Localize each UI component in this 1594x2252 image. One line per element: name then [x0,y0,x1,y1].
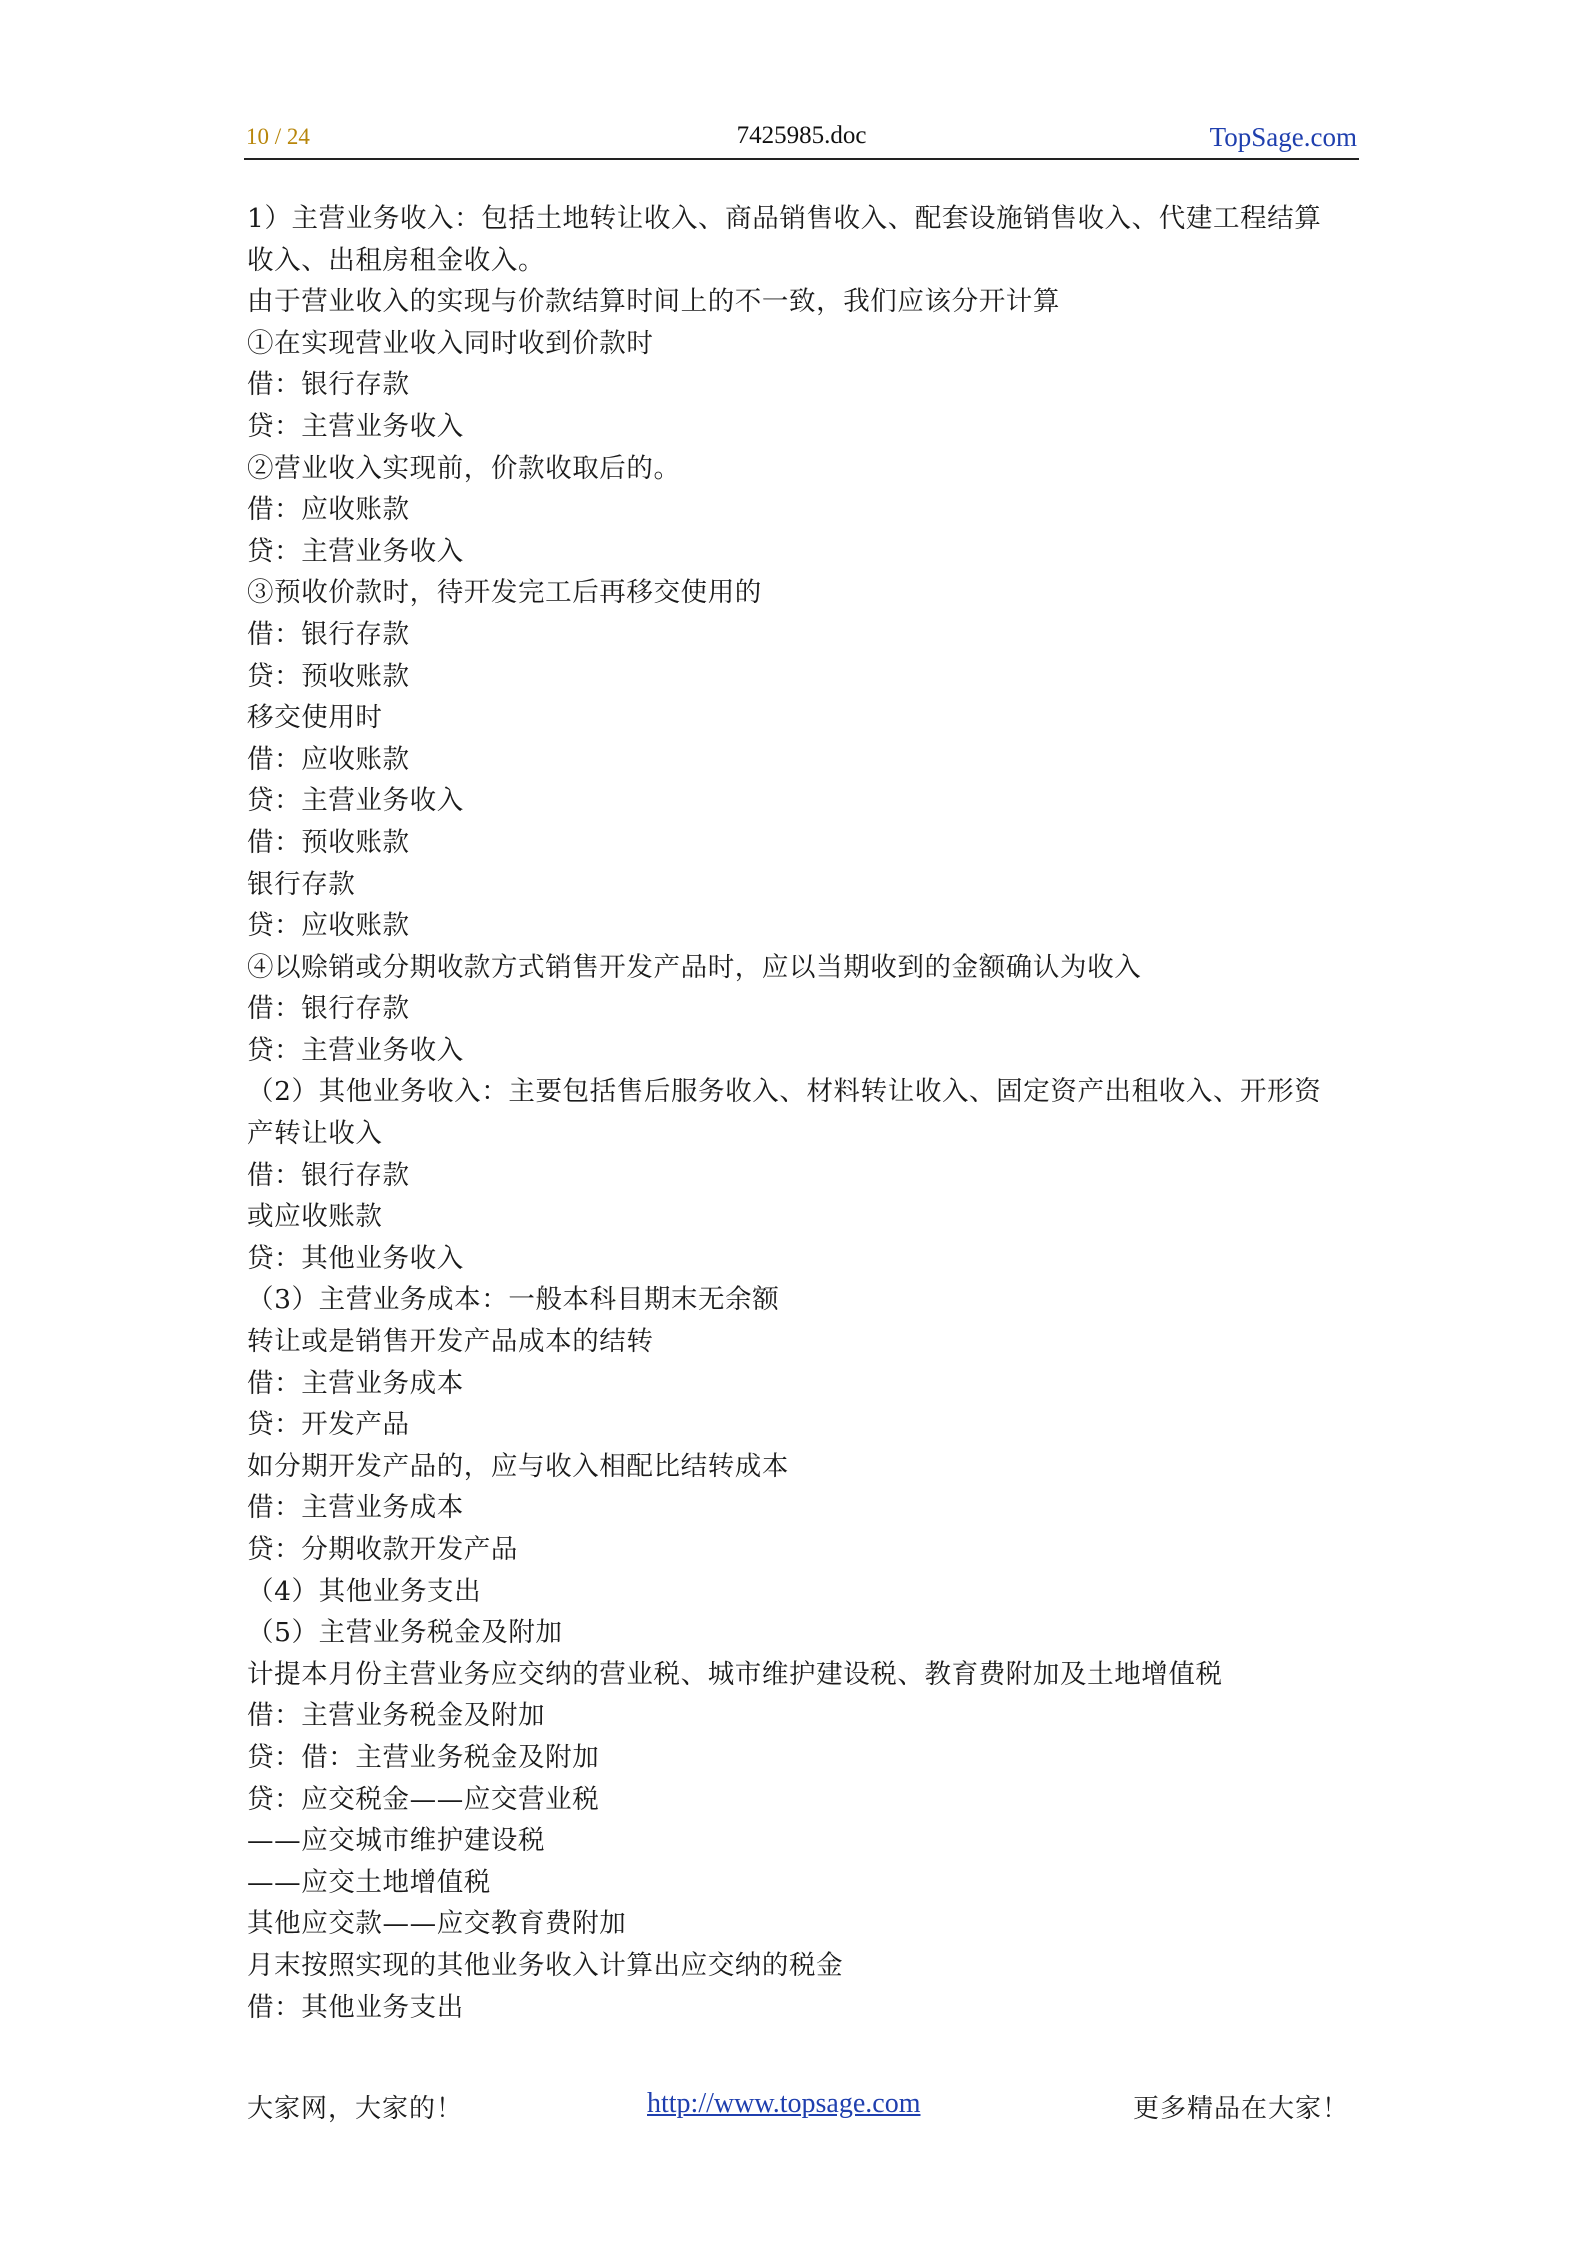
footer-website-link[interactable]: http://www.topsage.com [647,2088,921,2119]
text-line: 或应收账款 [247,1201,383,1233]
text-line: 1）主营业务收入：包括土地转让收入、商品销售收入、配套设施销售收入、代建工程结算 [247,203,1322,234]
text-line: 月末按照实现的其他业务收入计算出应交纳的税金 [247,1949,844,1981]
text-line: 借：应收账款 [247,494,410,526]
text-line: 借：银行存款 [247,1159,410,1191]
text-line: 贷：主营业务收入 [247,410,464,442]
text-line: ①在实现营业收入同时收到价款时 [247,327,654,359]
text-line: 借：主营业务税金及附加 [247,1700,546,1732]
text-line: 贷：预收账款 [247,660,410,692]
text-line: ③预收价款时，待开发完工后再移交使用的 [247,577,762,609]
text-line: ——应交城市维护建设税 [247,1825,546,1857]
text-line: 借：主营业务成本 [247,1367,464,1399]
text-line: 产转让收入 [247,1118,383,1150]
page-footer [247,2088,1357,2128]
text-line: 借：预收账款 [247,826,410,858]
text-line: 借：银行存款 [247,618,410,650]
document-filename: 7425985.doc [736,122,867,149]
text-line: 移交使用时 [247,702,383,734]
text-line: ②营业收入实现前，价款收取后的。 [247,452,681,484]
text-line: 借：其他业务支出 [247,1991,464,2023]
text-line: 贷：其他业务收入 [247,1242,464,1274]
text-line: ④以赊销或分期收款方式销售开发产品时，应以当期收到的金额确认为收入 [247,951,1142,983]
header-site-name: TopSage.com [1209,122,1357,152]
text-line: 贷：应收账款 [247,910,410,942]
text-line: 计提本月份主营业务应交纳的营业税、城市维护建设税、教育费附加及土地增值税 [247,1658,1223,1690]
footer-slogan: 大家网，大家的！ [247,2094,464,2124]
text-line: 贷：应交税金——应交营业税 [247,1783,600,1815]
text-line: 银行存款 [247,868,356,900]
text-line: 贷：主营业务收入 [247,785,464,817]
text-line: （5）主营业务税金及附加 [247,1617,563,1649]
text-line: 借：主营业务成本 [247,1492,464,1524]
text-line: 借：银行存款 [247,993,410,1025]
text-line: 借：银行存款 [247,369,410,401]
text-line: 贷：主营业务收入 [247,1034,464,1066]
text-line: （2）其他业务收入：主要包括售后服务收入、材料转让收入、固定资产出租收入、开形资 [247,1076,1322,1108]
text-line: 贷：借：主营业务税金及附加 [247,1741,600,1773]
text-line: （4）其他业务支出 [247,1575,482,1607]
text-line: 如分期开发产品的，应与收入相配比结转成本 [247,1450,789,1482]
text-line: 贷：开发产品 [247,1409,410,1441]
text-line: 由于营业收入的实现与价款结算时间上的不一致，我们应该分开计算 [247,286,1060,318]
text-line: 收入、出租房租金收入。 [247,244,546,276]
page-number: 10 / 24 [246,124,310,149]
text-line: 贷：主营业务收入 [247,535,464,567]
text-line: 贷：分期收款开发产品 [247,1534,518,1565]
document-body [247,198,1357,2028]
text-line: 借：应收账款 [247,743,410,775]
text-line: （3）主营业务成本：一般本科目期末无余额 [247,1284,780,1316]
text-line: ——应交土地增值税 [247,1866,491,1898]
footer-tagline: 更多精品在大家！ [1132,2094,1349,2124]
text-line: 其他应交款——应交教育费附加 [247,1908,627,1940]
text-line: 转让或是销售开发产品成本的结转 [247,1326,654,1358]
page-header [244,122,1359,160]
